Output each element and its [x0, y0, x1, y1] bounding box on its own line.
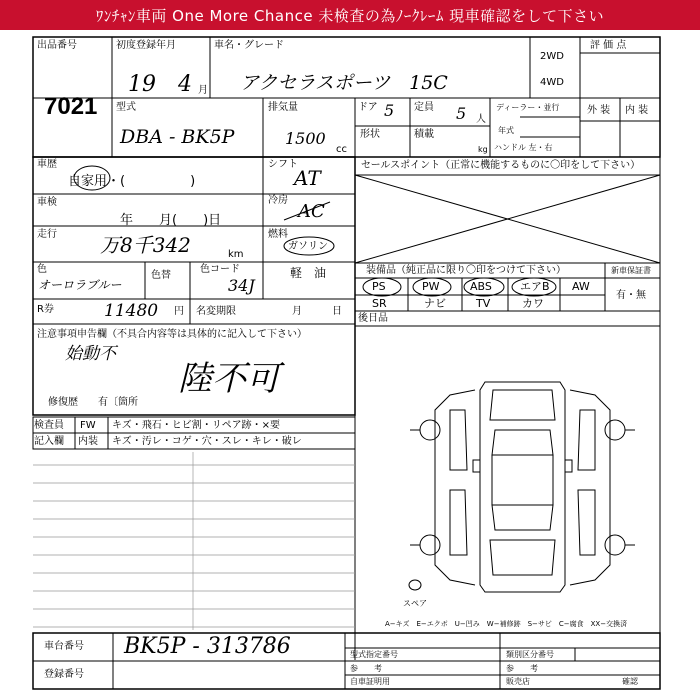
repair-value: 陸不可	[178, 359, 280, 399]
equip-aw: AW	[572, 280, 590, 293]
equipment-circle-marks	[360, 276, 610, 298]
doors-label: ドア	[358, 102, 378, 113]
model-label: 型式	[116, 102, 136, 113]
shift-label: シフト	[268, 159, 298, 170]
lot-no-label: 出品番号	[37, 40, 77, 51]
fw-text: キズ・飛石・ヒビ割・リペア跡・×要	[112, 420, 280, 431]
history-value: 自家用・( )	[68, 174, 196, 189]
mileage-label: 走行	[37, 229, 57, 240]
warning-banner: ﾜﾝﾁｬﾝ車両 One More Chance 未検査の為ﾉｰｸﾚｰﾑ 現車確認をして下さい	[0, 0, 700, 30]
recycle-value: 11480	[104, 301, 159, 321]
equipment-label: 装備品（純正品に限り〇印をつけて下さい）	[366, 265, 566, 276]
displacement-value: 1500	[285, 129, 326, 148]
dealer-label: ディーラー・並行	[496, 103, 560, 112]
dealer-shop-label: 販売店	[506, 677, 530, 686]
capacity-label: 定員	[414, 102, 434, 113]
reg-expiry-label: 名変期限	[196, 306, 236, 317]
ac-label: 冷房	[268, 195, 288, 206]
reg-expiry-values: 月 日	[292, 306, 342, 317]
naiso-label: 内装	[78, 436, 98, 447]
sales-point-label: セールスポイント（正常に機能するものに〇印をして下さい）	[361, 160, 641, 171]
2wd-label: 2WD	[540, 51, 564, 62]
car-name-label: 車名・グレード	[214, 40, 284, 51]
chassis-value: BK5P - 313786	[124, 634, 291, 659]
reg-no-label: 登録番号	[44, 669, 84, 680]
doors-value: 5	[384, 101, 395, 120]
equip-airbag: エアB	[520, 280, 550, 293]
history-circle-mark	[72, 164, 112, 192]
ac-value: AC	[298, 201, 325, 222]
warranty-values: 有・無	[616, 290, 646, 301]
ref-label-2: 参 考	[506, 664, 538, 673]
notes-value: 始動不	[65, 344, 116, 364]
fw-label: FW	[80, 420, 96, 431]
car-damage-diagram	[405, 370, 645, 605]
kg-unit: kg	[478, 145, 488, 154]
capacity-value: 5	[456, 104, 467, 123]
inspector-label: 検査員	[34, 420, 64, 431]
color-label: 色	[37, 264, 47, 275]
km-unit: km	[228, 249, 244, 260]
naiso-text: キズ・汚レ・コゲ・穴・スレ・キレ・破レ	[112, 436, 302, 447]
damage-legend: A−キズ E−エクボ U−凹み W−補修跡 S−サビ C−腐食 XX−交換済	[385, 620, 628, 628]
equip-pw: PW	[422, 280, 440, 293]
lot-no-value: 7021	[44, 93, 98, 120]
history-label: 車歴	[37, 159, 57, 170]
model-value: DBA - BK5P	[120, 126, 235, 148]
shift-value: AT	[294, 166, 321, 190]
handle-label: ハンドル 左・右	[494, 143, 553, 152]
recorder-label: 記入欄	[34, 436, 64, 447]
type-designation-label: 型式指定番号	[350, 650, 398, 659]
warranty-label: 新車保証書	[611, 266, 651, 275]
4wd-label: 4WD	[540, 77, 564, 88]
displacement-label: 排気量	[268, 102, 298, 113]
equip-abs: ABS	[470, 280, 492, 293]
interior-label: 内 装	[625, 105, 649, 116]
capacity-unit: 人	[476, 114, 486, 125]
repair-history-label: 修復歴 有〔箇所	[48, 397, 138, 408]
reg-month-value: 4	[178, 72, 192, 97]
color-value: オーロラブルー	[38, 278, 122, 292]
spare-label: スペア	[403, 599, 427, 608]
fuel-gas: ガソリン	[288, 241, 328, 252]
notes-title: 注意事項申告欄（不具合内容等は具体的に記入して下さい）	[37, 329, 307, 340]
yen-unit: 円	[174, 306, 184, 317]
car-name-value: アクセラスポーツ 15C	[240, 72, 448, 94]
equip-leather: カワ	[522, 297, 544, 310]
load-label: 積載	[414, 129, 434, 140]
equip-ps: PS	[372, 280, 386, 293]
recycle-label: R券	[37, 304, 54, 315]
month-unit: 月	[198, 85, 208, 96]
fuel-label: 燃料	[268, 229, 288, 240]
equip-navi: ナビ	[424, 297, 446, 310]
equip-tv: TV	[476, 297, 491, 310]
rear-seat-label: 後日品	[358, 313, 388, 324]
type-category-label: 類別区分番号	[506, 650, 554, 659]
fuel-diesel: 軽 油	[290, 266, 327, 280]
inspection-date: 年 月( )日	[120, 213, 222, 228]
color-code-label: 色コード	[200, 264, 240, 275]
inspection-label: 車検	[37, 197, 57, 208]
ref-label: 参 考	[350, 664, 382, 673]
shape-label: 形状	[360, 129, 380, 140]
confirm-label: 確認	[622, 677, 638, 686]
evaluation-label: 評 価 点	[590, 40, 627, 51]
cc-unit: cc	[336, 144, 347, 155]
vehicle-cert-label: 自車証明用	[350, 677, 390, 686]
first-reg-label: 初度登録年月	[116, 40, 176, 51]
exterior-label: 外 装	[587, 105, 611, 116]
model-year-label: 年式	[498, 126, 514, 135]
color-code-value: 34J	[228, 276, 255, 295]
color-change-label: 色替	[151, 270, 171, 281]
equip-sr: SR	[372, 297, 387, 310]
mileage-value: 万8千342	[100, 233, 191, 257]
fuel-circle-mark	[283, 236, 335, 256]
ac-strike-mark	[282, 200, 332, 222]
chassis-label: 車台番号	[44, 641, 84, 652]
reg-year-value: 19	[128, 72, 156, 97]
